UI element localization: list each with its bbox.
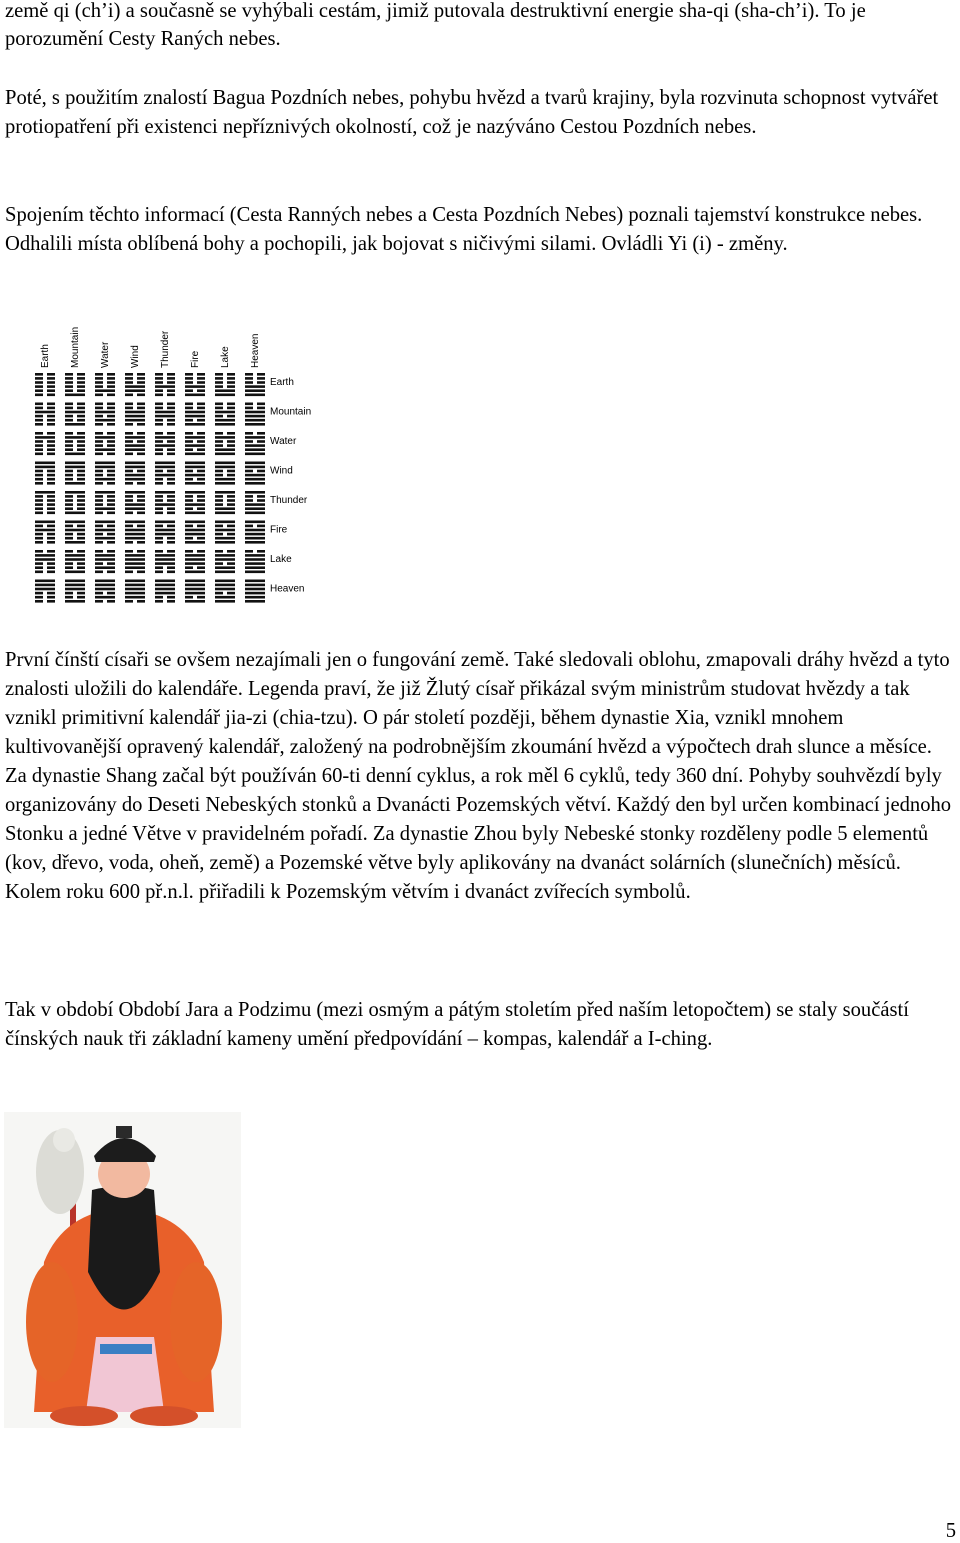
hexagram-thunder-thunder <box>155 491 175 514</box>
hexagram-heaven-water <box>95 580 115 603</box>
row-label-thunder: Thunder <box>270 495 308 506</box>
hexagram-fire-thunder <box>155 521 175 544</box>
hexagram-fire-wind <box>125 521 145 544</box>
hexagram-thunder-water <box>95 491 115 514</box>
hexagram-heaven-fire <box>185 580 205 603</box>
paragraph-5: Tak v období Období Jara a Podzimu (mezi osmým a pátým stoletím před naším letopočtem) se staly součástí čínských nauk tři základní kameny umění předpovídání – kompas, kalendář a I-ching. <box>5 999 909 1050</box>
hexagram-earth-earth <box>35 373 55 396</box>
hexagram-lake-lake <box>215 550 235 573</box>
hexagram-earth-water <box>95 373 115 396</box>
hexagram-mountain-water <box>95 403 115 426</box>
hexagram-earth-heaven <box>245 373 265 396</box>
hexagram-water-heaven <box>245 432 265 455</box>
hexagram-wind-wind <box>125 462 145 485</box>
hexagram-water-fire <box>185 432 205 455</box>
hexagram-fire-lake <box>215 521 235 544</box>
row-label-water: Water <box>270 436 297 447</box>
column-label-heaven: Heaven <box>250 333 261 368</box>
hexagram-wind-mountain <box>65 462 85 485</box>
hexagram-wind-thunder <box>155 462 175 485</box>
hexagram-lake-earth <box>35 550 55 573</box>
page-number: 5 <box>945 1520 956 1542</box>
paragraph-2: Poté, s použitím znalostí Bagua Pozdních nebes, pohybu hvězd a tvarů krajiny, byla rozvinuta schopnost vytvářet protiopatření při existenci nepříznivých okolností, což je nazýváno Cestou Pozdních nebes. <box>5 87 939 138</box>
hexagram-mountain-fire <box>185 403 205 426</box>
hexagram-heaven-earth <box>35 580 55 603</box>
hexagram-water-earth <box>35 432 55 455</box>
hexagram-thunder-heaven <box>245 491 265 514</box>
hexagram-heaven-wind <box>125 580 145 603</box>
hexagram-earth-wind <box>125 373 145 396</box>
deity-statue-illustration <box>4 1112 241 1428</box>
hexagram-fire-mountain <box>65 521 85 544</box>
deity-statue-image <box>4 1112 241 1428</box>
robe-trim-shape <box>100 1344 152 1354</box>
hexagram-grid-svg <box>30 322 330 607</box>
hexagram-heaven-thunder <box>155 580 175 603</box>
hexagram-lake-wind <box>125 550 145 573</box>
hexagram-lake-mountain <box>65 550 85 573</box>
hat-top-shape <box>116 1126 132 1138</box>
hexagram-earth-mountain <box>65 373 85 396</box>
hexagram-mountain-thunder <box>155 403 175 426</box>
paragraph-3: Spojením těchto informací (Cesta Ranných nebes a Cesta Pozdních Nebes) poznali tajemství konstrukce nebes. Odhalili místa oblíbená bohy a pochopili, jak bojovat s ničivými silami. Ovládli Yi (i) - změny. <box>5 204 923 255</box>
hexagram-fire-water <box>95 521 115 544</box>
hexagram-mountain-heaven <box>245 403 265 426</box>
hexagram-thunder-mountain <box>65 491 85 514</box>
hexagram-lake-thunder <box>155 550 175 573</box>
row-label-wind: Wind <box>270 465 293 477</box>
row-label-mountain: Mountain <box>270 406 312 418</box>
row-label-fire: Fire <box>270 524 288 536</box>
hexagram-wind-water <box>95 462 115 485</box>
hat-shape <box>94 1138 156 1162</box>
column-label-water: Water <box>100 341 111 368</box>
hexagram-grid-figure <box>30 322 330 607</box>
column-label-thunder: Thunder <box>160 330 171 368</box>
hexagram-thunder-fire <box>185 491 205 514</box>
hexagram-water-mountain <box>65 432 85 455</box>
beard-shape <box>88 1186 160 1310</box>
left-foot-shape <box>50 1406 118 1426</box>
hexagram-earth-lake <box>215 373 235 396</box>
hexagram-water-water <box>95 432 115 455</box>
row-label-heaven: Heaven <box>270 583 305 595</box>
hexagram-thunder-earth <box>35 491 55 514</box>
hexagram-fire-earth <box>35 521 55 544</box>
column-label-wind: Wind <box>130 345 141 368</box>
hexagram-water-thunder <box>155 432 175 455</box>
right-foot-shape <box>130 1406 198 1426</box>
column-label-mountain: Mountain <box>70 326 81 368</box>
hexagram-earth-fire <box>185 373 205 396</box>
hexagram-heaven-mountain <box>65 580 85 603</box>
column-label-earth: Earth <box>40 344 51 368</box>
column-label-fire: Fire <box>190 350 201 368</box>
hexagram-heaven-heaven <box>245 580 265 603</box>
hexagram-heaven-lake <box>215 580 235 603</box>
right-sleeve-shape <box>170 1262 222 1382</box>
hexagram-thunder-wind <box>125 491 145 514</box>
hexagram-mountain-wind <box>125 403 145 426</box>
paragraph-1: země qi (ch’i) a současně se vyhýbali cestám, jimiž putovala destruktivní energie sha-qi (sha-ch’i). To je porozumění Cesty Raných nebes. <box>5 0 866 50</box>
hexagram-earth-thunder <box>155 373 175 396</box>
hexagram-mountain-mountain <box>65 403 85 426</box>
hexagram-mountain-earth <box>35 403 55 426</box>
paragraph-4: První čínští císaři se ovšem nezajímali jen o fungování země. Také sledovali oblohu, zmapovali dráhy hvězd a tyto znalosti uložili do kalendáře. Legenda praví, že již Žlutý císař přikázal svým ministrům studovat hvězdy a tak vznikl primitivní kalendář jia-zi (chia-tzu). O pár století později, během dynastie Xia, vznikl mnohem kultivovanější opravený kalendář, založený na podrobnějším zkoumání hvězd a výpočtech drah slunce a měsíce. Za dynastie Shang začal být používán 60-ti denní cyklus, a rok měl 6 cyklů, tedy 360 dní. Pohyby souhvězdí byly organizovány do Deseti Nebeských stonků a Dvanácti Pozemských větví. Každý den byl určen kombinací jednoho Stonku a jedné Větve v pravidelném pořadí. Za dynastie Zhou byly Nebeské stonky rozděleny podle 5 elementů (kov, dřevo, voda, oheň, země) a Pozemské větve byly aplikovány na dvanáct solárních (slunečních) měsíců. Kolem roku 600 př.n.l. přiřadili k Pozemským větvím i dvanáct zvířecích symbolů. <box>5 649 952 903</box>
column-label-lake: Lake <box>220 346 231 368</box>
hexagram-lake-water <box>95 550 115 573</box>
hexagram-water-lake <box>215 432 235 455</box>
bird-head-shape <box>53 1128 75 1152</box>
hexagram-fire-heaven <box>245 521 265 544</box>
hexagram-lake-heaven <box>245 550 265 573</box>
hexagram-fire-fire <box>185 521 205 544</box>
row-label-lake: Lake <box>270 554 292 565</box>
hexagram-wind-heaven <box>245 462 265 485</box>
row-label-earth: Earth <box>270 377 294 388</box>
hexagram-water-wind <box>125 432 145 455</box>
hexagram-wind-earth <box>35 462 55 485</box>
hexagram-thunder-lake <box>215 491 235 514</box>
hexagram-lake-fire <box>185 550 205 573</box>
left-sleeve-shape <box>26 1262 78 1382</box>
hexagram-wind-lake <box>215 462 235 485</box>
hexagram-mountain-lake <box>215 403 235 426</box>
hexagram-wind-fire <box>185 462 205 485</box>
